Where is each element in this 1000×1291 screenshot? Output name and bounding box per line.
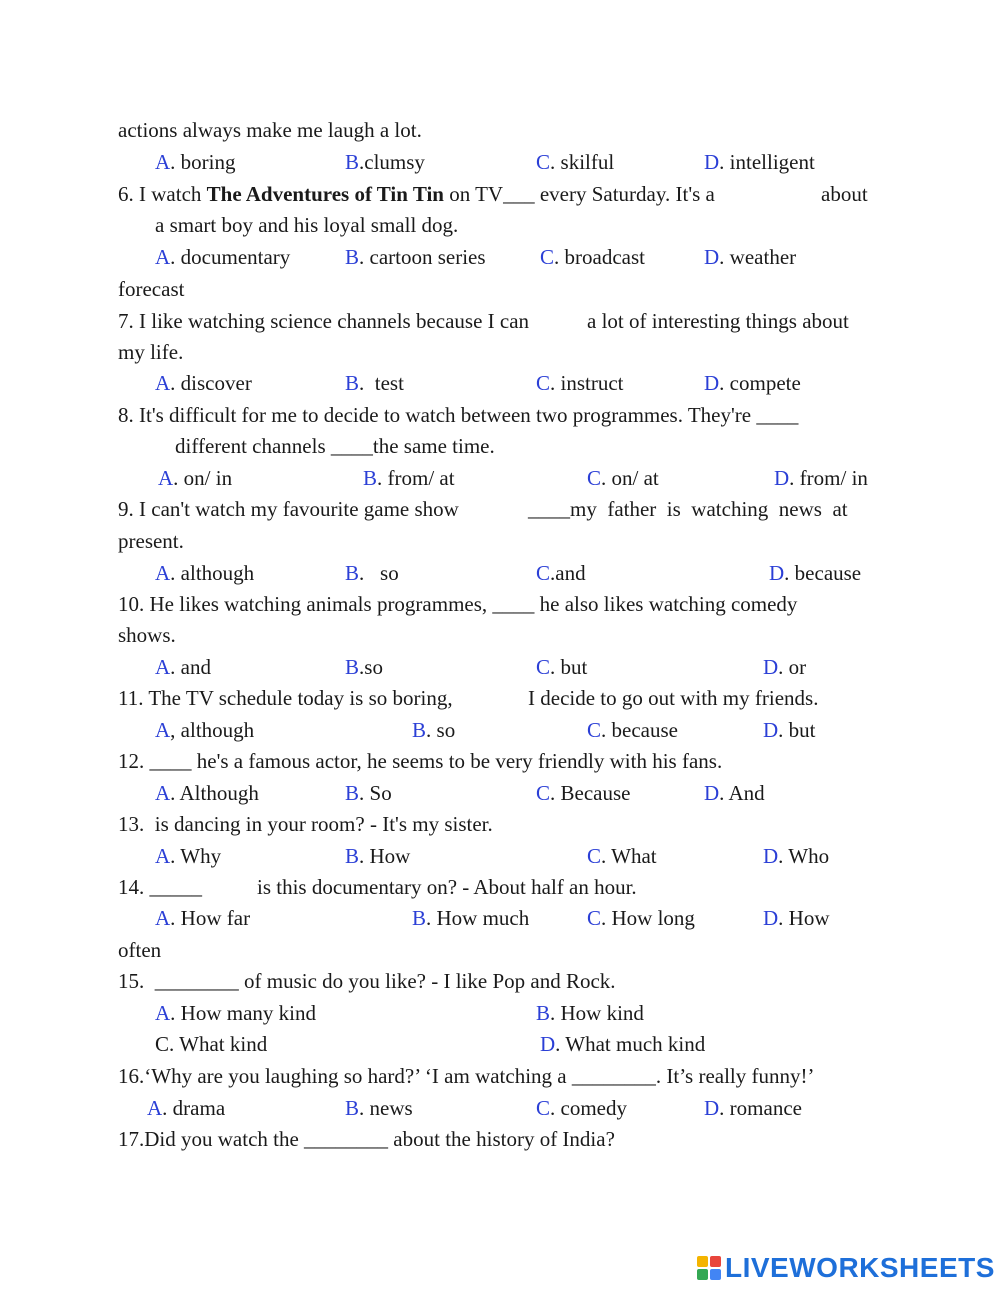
q6-title-bold: The Adventures of Tin Tin <box>206 182 444 206</box>
q12-option-d[interactable]: D. And <box>704 781 765 805</box>
q11-question-end: I decide to go out with my friends. <box>528 686 819 710</box>
q9-question: 9. I can't watch my favourite game show <box>118 497 459 521</box>
q10-option-c[interactable]: C. but <box>536 655 588 679</box>
q16-question: 16.‘Why are you laughing so hard?’ ‘I am watching a ________. It’s really funny!’ <box>118 1064 815 1088</box>
q14-option-c[interactable]: C. How long <box>587 906 695 930</box>
q14-option-a[interactable]: A. How far <box>155 906 251 930</box>
q7-option-c[interactable]: C. instruct <box>536 371 624 395</box>
q13-option-c[interactable]: C. What <box>587 844 657 868</box>
q6-question: 6. I watch The Adventures of Tin Tin on TV___ every Saturday. It's a <box>118 182 715 206</box>
q6-option-a[interactable]: A. documentary <box>155 245 291 269</box>
q9-option-d[interactable]: D. because <box>769 561 862 585</box>
q13-option-a[interactable]: A. Why <box>155 844 222 868</box>
q11-question: 11. The TV schedule today is so boring, <box>118 686 453 710</box>
q15-option-a[interactable]: A. How many kind <box>155 1001 316 1025</box>
q12-option-b[interactable]: B. So <box>345 781 392 805</box>
q7-option-a[interactable]: A. discover <box>155 371 252 395</box>
q7-option-b[interactable]: B. test <box>345 371 404 395</box>
q10-question-line2: shows. <box>118 623 176 647</box>
q8-option-b[interactable]: B. from/ at <box>363 466 455 490</box>
q6-option-d[interactable]: D. weather <box>704 245 797 269</box>
q6-option-c[interactable]: C. broadcast <box>540 245 645 269</box>
liveworksheets-logo-icon <box>697 1256 721 1280</box>
q7-question-line2: my life. <box>118 340 184 364</box>
q5-text: actions always make me laugh a lot. <box>118 118 422 142</box>
q8-question-line2: different channels ____the same time. <box>175 434 495 458</box>
q11-option-c[interactable]: C. because <box>587 718 678 742</box>
q8-option-a[interactable]: A. on/ in <box>158 466 233 490</box>
q16-option-a[interactable]: A. drama <box>147 1096 226 1120</box>
q10-option-d[interactable]: D. or <box>763 655 807 679</box>
q10-option-b[interactable]: B.so <box>345 655 383 679</box>
q14-option-b[interactable]: B. How much <box>412 906 530 930</box>
q12-option-a[interactable]: A. Although <box>155 781 259 805</box>
q12-option-c[interactable]: C. Because <box>536 781 631 805</box>
q6-option-d-wrap: forecast <box>118 277 185 301</box>
q8-question: 8. It's difficult for me to decide to watch between two programmes. They're ____ <box>118 403 799 427</box>
q13-option-b[interactable]: B. How <box>345 844 411 868</box>
q11-option-a[interactable]: A, although <box>155 718 255 742</box>
q10-option-a[interactable]: A. and <box>155 655 211 679</box>
q9-option-a[interactable]: A. although <box>155 561 255 585</box>
liveworksheets-logo <box>697 1253 995 1283</box>
q6-question-line2: a smart boy and his loyal small dog. <box>155 213 459 237</box>
q8-option-c[interactable]: C. on/ at <box>587 466 659 490</box>
q5-option-b[interactable]: B.clumsy <box>345 150 425 174</box>
q11-option-b[interactable]: B. so <box>412 718 456 742</box>
q9-question-end: ____my father is watching news at <box>528 497 848 521</box>
q5-option-d[interactable]: D. intelligent <box>704 150 815 174</box>
q13-option-d[interactable]: D. Who <box>763 844 830 868</box>
q5-option-c[interactable]: C. skilful <box>536 150 615 174</box>
q14-option-d-wrap: often <box>118 938 162 962</box>
q16-option-d[interactable]: D. romance <box>704 1096 802 1120</box>
q7-question-end: a lot of interesting things about <box>587 309 849 333</box>
q7-question: 7. I like watching science channels because I can <box>118 309 530 333</box>
q14-option-d[interactable]: D. How <box>763 906 830 930</box>
q7-option-d[interactable]: D. compete <box>704 371 801 395</box>
q8-option-d[interactable]: D. from/ in <box>774 466 868 490</box>
q13-question: 13. is dancing in your room? - It's my sister. <box>118 812 493 836</box>
q14-question: 14. _____ <box>118 875 202 899</box>
q6-question-end: about <box>821 182 868 206</box>
q14-question-end: is this documentary on? - About half an hour. <box>257 875 637 899</box>
q15-option-b[interactable]: B. How kind <box>536 1001 644 1025</box>
q9-option-c[interactable]: C.and <box>536 561 586 585</box>
q15-question: 15. ________ of music do you like? - I like Pop and Rock. <box>118 969 616 993</box>
q6-option-b[interactable]: B. cartoon series <box>345 245 486 269</box>
q12-question: 12. ____ he's a famous actor, he seems to be very friendly with his fans. <box>118 749 723 773</box>
q5-option-a[interactable]: A. boring <box>155 150 236 174</box>
q16-option-c[interactable]: C. comedy <box>536 1096 627 1120</box>
q9-question-line2: present. <box>118 529 184 553</box>
q10-question: 10. He likes watching animals programmes, ____ he also likes watching comedy <box>118 592 798 616</box>
q16-option-b[interactable]: B. news <box>345 1096 413 1120</box>
liveworksheets-logo-text: LIVEWORKSHEETS <box>725 1252 995 1283</box>
q9-option-b[interactable]: B. so <box>345 561 399 585</box>
q11-option-d[interactable]: D. but <box>763 718 816 742</box>
q17-question: 17.Did you watch the ________ about the history of India? <box>118 1127 615 1151</box>
q15-option-c[interactable]: C. What kind <box>155 1032 268 1056</box>
q15-option-d[interactable]: D. What much kind <box>540 1032 706 1056</box>
